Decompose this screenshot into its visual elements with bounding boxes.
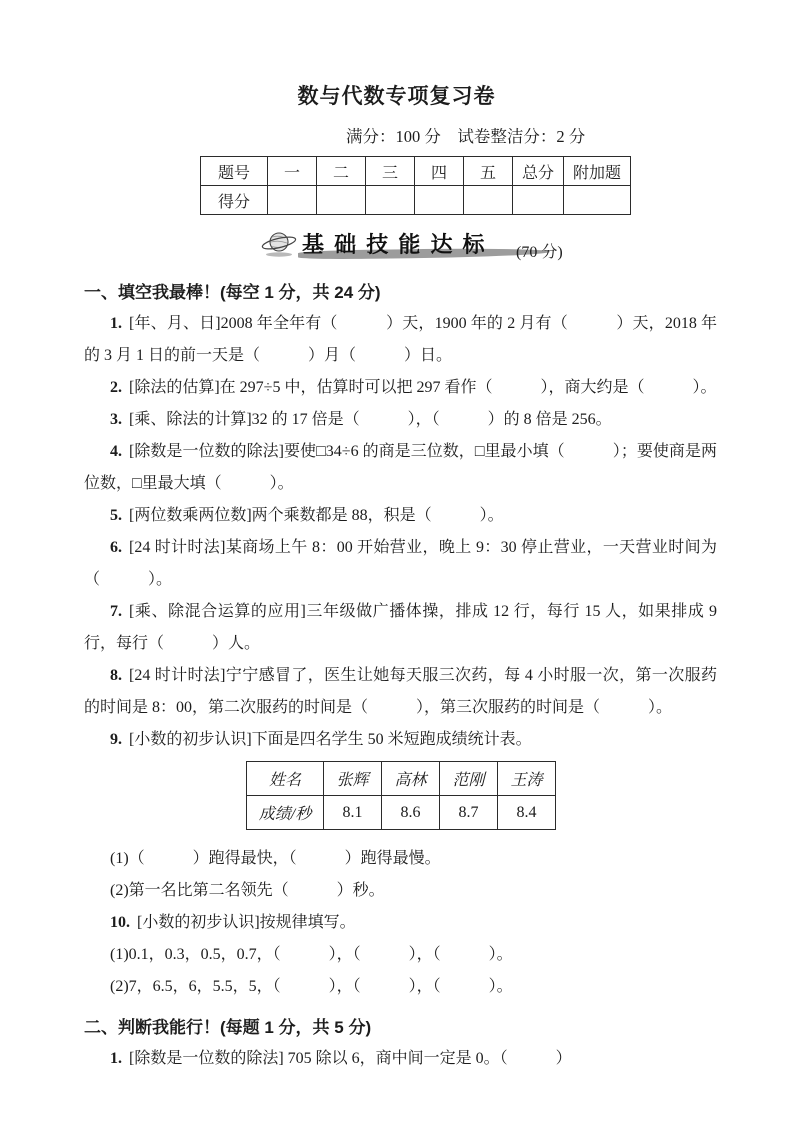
- question-number: 4.: [110, 443, 122, 460]
- question-number: 1.: [110, 315, 122, 332]
- section-banner: [260, 228, 793, 264]
- question-number: 6.: [110, 539, 122, 556]
- question-text: [两位数乘两位数]两个乘数都是 88，积是（ ）。: [129, 507, 504, 524]
- stats-header-cell: 王涛: [498, 762, 556, 796]
- planet-icon: [260, 230, 300, 263]
- score-blank-cell: [268, 186, 317, 215]
- score-table-header-row: [201, 157, 631, 186]
- question-number: 5.: [110, 507, 122, 524]
- score-header-cell: 附加题: [564, 157, 631, 186]
- score-blank-cell: [464, 186, 513, 215]
- page-title: 数与代数专项复习卷: [297, 85, 496, 108]
- stats-cell: 8.6: [382, 796, 440, 830]
- question-number: 7.: [110, 603, 122, 620]
- question-8: [84, 660, 717, 724]
- score-row-label: 得分: [201, 186, 268, 215]
- question-text: [乘、除法的计算]32 的 17 倍是（ ），（ ）的 8 倍是 256。: [129, 411, 612, 428]
- stats-cell: 8.1: [324, 796, 382, 830]
- question-text: [24 时计时法]某商场上午 8：00 开始营业，晚上 9：30 停止营业，一天营业时间为（ ）。: [84, 539, 717, 588]
- question-number: 3.: [110, 411, 122, 428]
- question-text: [除法的估算]在 297÷5 中，估算时可以把 297 看作（ ），商大约是（ ）。: [129, 379, 717, 396]
- score-header-cell: 总分: [513, 157, 564, 186]
- stats-header-cell: 高林: [382, 762, 440, 796]
- score-table-score-row: [201, 186, 631, 215]
- score-blank-cell: [415, 186, 464, 215]
- question-text: [24 时计时法]宁宁感冒了，医生让她每天服三次药，每 4 小时服一次，第一次服药的时间是 8：00，第二次服药的时间是（ ），第三次服药的时间是（ ）。: [84, 667, 717, 716]
- section-1-heading: 一、填空我最棒！(每空 1 分，共 24 分): [84, 283, 381, 302]
- question-number: 1.: [110, 1050, 122, 1067]
- table-row: [247, 762, 556, 796]
- score-header-cell: 三: [366, 157, 415, 186]
- score-blank-cell: [317, 186, 366, 215]
- question-2: [84, 372, 717, 404]
- stats-cell: 8.7: [440, 796, 498, 830]
- score-summary-table: [200, 156, 631, 215]
- question-text: [小数的初步认识]按规律填写。: [137, 914, 356, 931]
- paper-body: [84, 278, 721, 1075]
- stats-header-cell: 范刚: [440, 762, 498, 796]
- question-5: [84, 500, 717, 532]
- stats-header-cell: 姓名: [247, 762, 324, 796]
- score-blank-cell: [513, 186, 564, 215]
- score-header-cell: 题号: [201, 157, 268, 186]
- stats-cell: 8.4: [498, 796, 556, 830]
- sprint-results-table: [246, 761, 556, 830]
- question-text: [除数是一位数的除法] 705 除以 6，商中间一定是 0。（ ）: [129, 1050, 572, 1067]
- score-header-cell: 二: [317, 157, 366, 186]
- question-7: [84, 596, 721, 660]
- score-blank-cell: [366, 186, 415, 215]
- question-number: 10.: [110, 914, 130, 931]
- question-10: [84, 907, 717, 939]
- score-meta: 满分：100 分 试卷整洁分：2 分: [346, 127, 586, 146]
- question-3: [84, 404, 717, 436]
- stats-header-cell: 张辉: [324, 762, 382, 796]
- score-header-cell: 五: [464, 157, 513, 186]
- question-9: [84, 724, 717, 756]
- section-2-heading: 二、判断我能行！(每题 1 分，共 5 分): [84, 1018, 372, 1037]
- question-text: [小数的初步认识]下面是四名学生 50 米短跑成绩统计表。: [129, 731, 532, 748]
- question-text: [除数是一位数的除法]要使□34÷6 的商是三位数，□里最小填（ ）；要使商是两位数，□里最大填（ ）。: [84, 443, 717, 492]
- question-number: 2.: [110, 379, 122, 396]
- question-6: [84, 532, 717, 596]
- question-number: 8.: [110, 667, 122, 684]
- section-2-question-1: [84, 1043, 717, 1075]
- question-9-sub-2: (2)第一名比第二名领先（ ）秒。: [110, 882, 385, 899]
- score-blank-cell: [564, 186, 631, 215]
- score-header-cell: 四: [415, 157, 464, 186]
- banner-points: (70 分): [516, 244, 563, 261]
- question-number: 9.: [110, 731, 122, 748]
- banner-title: 基 础 技 能 达 标: [302, 232, 487, 257]
- question-text: [乘、除混合运算的应用]三年级做广播体操，排成 12 行，每行 15 人，如果排成 9 行，每行（ ）人。: [84, 603, 721, 652]
- question-4: [84, 436, 717, 500]
- question-10-sub-1: (1)0.1，0.3，0.5，0.7，（ ），（ ），（ ）。: [110, 946, 513, 963]
- question-text: [年、月、日]2008 年全年有（ ）天，1900 年的 2 月有（ ）天，2018 年的 3 月 1 日的前一天是（ ）月（ ）日。: [84, 315, 717, 364]
- question-10-sub-2: (2)7，6.5，6，5.5，5，（ ），（ ），（ ）。: [110, 978, 513, 995]
- question-9-sub-1: (1)（ ）跑得最快，（ ）跑得最慢。: [110, 850, 441, 867]
- score-header-cell: 一: [268, 157, 317, 186]
- question-1: [84, 308, 717, 372]
- stats-cell: 成绩/秒: [247, 796, 324, 830]
- table-row: [247, 796, 556, 830]
